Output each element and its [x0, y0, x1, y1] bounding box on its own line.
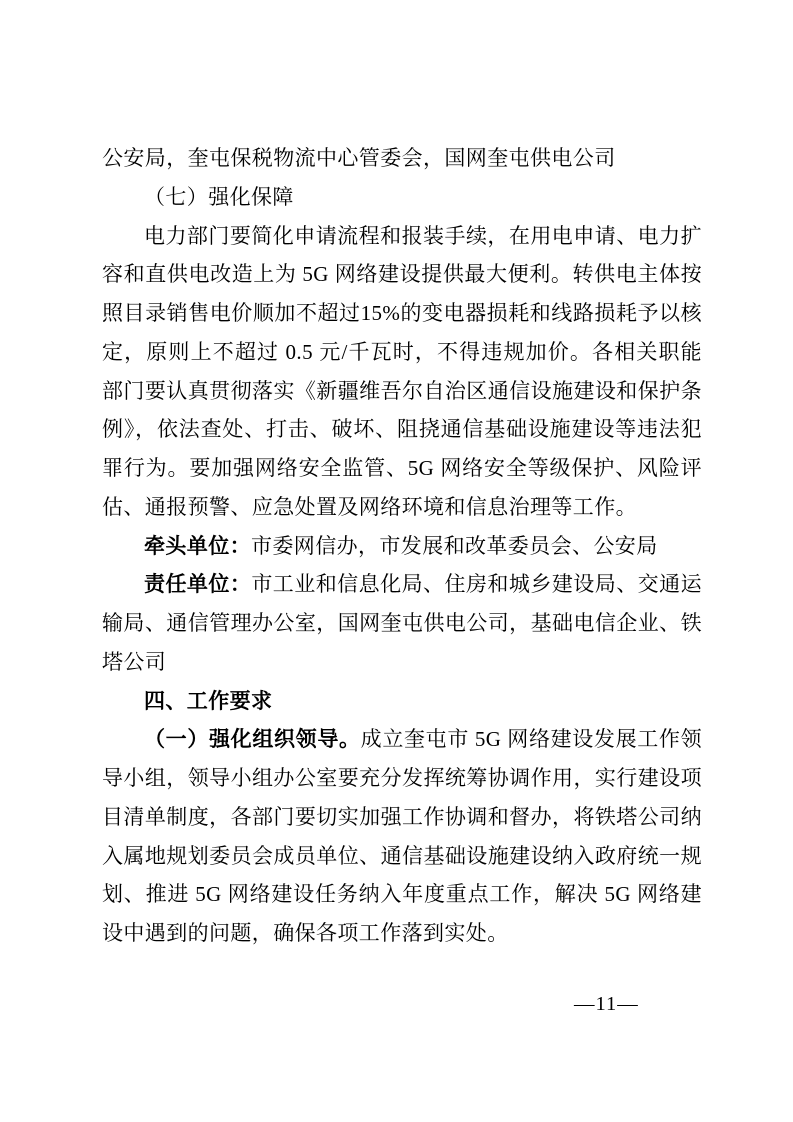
responsible-unit-value: 市工业和信息化局、住房和城乡建设局、交通运输局、通信管理办公室，国网奎屯供电公司，基础电信企业、铁塔公司 — [102, 572, 703, 674]
paragraph-responsible-unit — [102, 565, 702, 681]
lead-unit-value: 市委网信办，市发展和改革委员会、公安局 — [251, 533, 658, 558]
paragraph-lead-unit — [102, 527, 702, 566]
paragraph-continuation: 公安局，奎屯保税物流中心管委会，国网奎屯供电公司 — [102, 146, 616, 170]
document-body — [102, 139, 702, 953]
lead-unit-label: 牵头单位： — [144, 533, 251, 558]
paragraph-power-supply: 电力部门要简化申请流程和报装手续，在用电申请、电力扩容和直供电改造上为 5G 网络建设提供最大便利。转供电主体按照目录销售电价顺加不超过15%的变电器损耗和线路损耗予以核定，原则上不超过 0.5 元/千瓦时，不得违规加价。各相关职能部门要认真贯彻落实《新疆维吾尔自治区通信设施建设和保护条例》，依法查处、打击、破坏、阻挠通信基础设施建设等违法犯罪行为。要加强网络安全监管、5G 网络安全等级保护、风险评估、通报预警、应急处置及网络环境和信息治理等工作。 — [102, 223, 702, 519]
paragraph-item1-organization-leadership — [102, 720, 702, 953]
section-heading-4-work-requirements: 四、工作要求 — [144, 688, 273, 713]
responsible-unit-label: 责任单位： — [144, 572, 252, 597]
section-heading-7: （七）强化保障 — [144, 184, 294, 209]
item1-label: （一）强化组织领导。 — [144, 727, 361, 752]
page-number: —11— — [574, 993, 639, 1015]
item1-text: 成立奎屯市 5G 网络建设发展工作领导小组，领导小组办公室要充分发挥统筹协调作用，实行建设项目清单制度，各部门要切实加强工作协调和督办，将铁塔公司纳入属地规划委员会成员单位、通信基础设施建设纳入政府统一规划、推进 5G 网络建设任务纳入年度重点工作，解决 5G 网络建设中遇到的问题，确保各项工作落到实处。 — [102, 727, 702, 945]
